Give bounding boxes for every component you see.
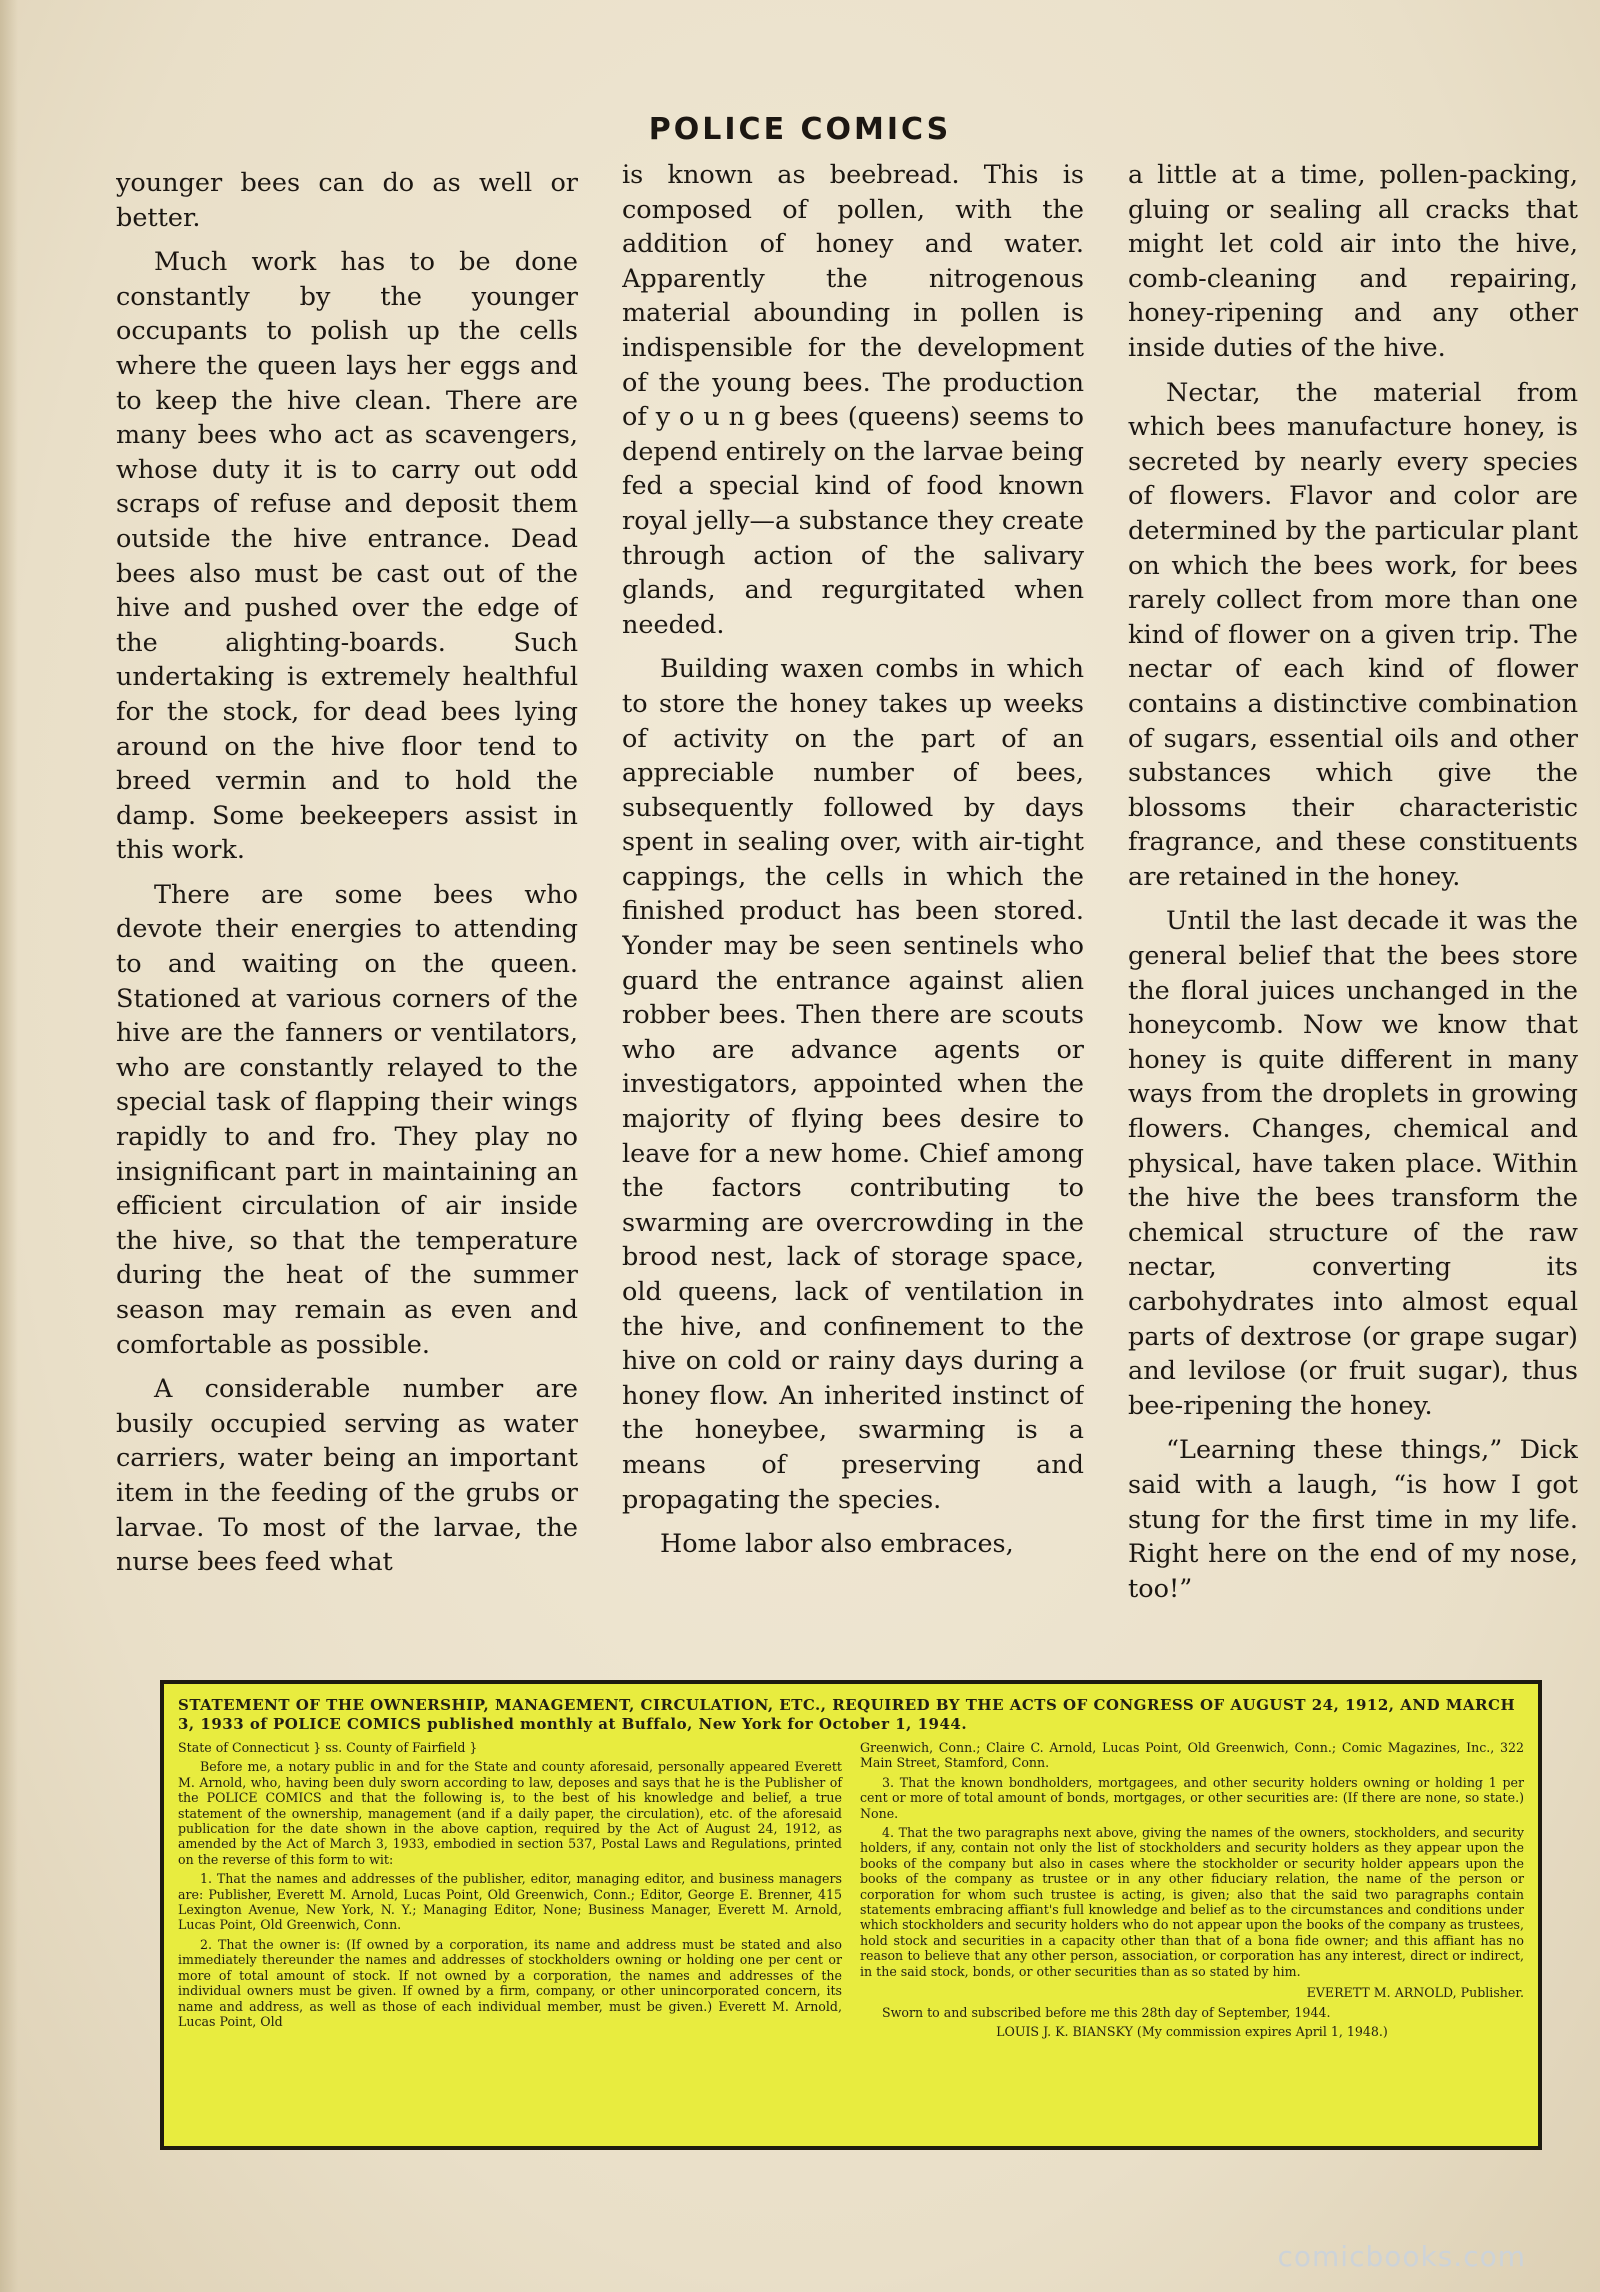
site-watermark: comicbooks.com — [1277, 2240, 1526, 2273]
paragraph: There are some bees who devote their energies to attending to and waiting on the queen. Stationed at various corners of the hive are the fanners or ventilators, who are constantly relayed to the special task of flapping their wings rapidly to and fro. They play no insignificant part in maintaining an efficient circulation of air inside the hive, so that the temperature during the heat of the summer season may remain as even and comfortable as possible. — [116, 879, 578, 1360]
statement-paragraph: Before me, a notary public in and for the State and county aforesaid, personally appeared Everett M. Arnold, who, having been duly sworn according to law, deposes and says that he is the Publisher of the POLICE COMICS and that the following is, to the best of his knowledge and belief, a true statement of the ownership, management (and if a daily paper, the circulation), etc. of the aforesaid publication for the date shown in the above caption, required by the Act of August 24, 1912, as amended by the Act of March 3, 1933, embodied in section 537, Postal Laws and Regulations, printed on the reverse of this form to wit: — [178, 1759, 842, 1867]
paragraph: a little at a time, pollen-packing, gluing or sealing all cracks that might let cold air into the hive, comb-cleaning and repairing, honey-ripening and any other inside duties of the hive. — [1128, 160, 1578, 363]
paragraph: younger bees can do as well or better. — [116, 168, 578, 233]
statement-paragraph: 2. That the owner is: (If owned by a corporation, its name and address must be stated and also immediately thereunder the names and addresses of stockholders owning or holding one per cent or more of total amount of stock. If not owned by a corporation, the names and addresses of the individual owners must be given. If owned by a firm, company, or other unincorporated concern, its name and address, as well as those of each individual member, must be given.) Everett M. Arnold, Lucas Point, Old — [178, 1936, 842, 2029]
statement-paragraph: 3. That the known bondholders, mortgagees, and other security holders owning or holding 1 per cent or more of total amount of bonds, mortgages, or other securities are: (If there are none, so state.) None. — [860, 1774, 1524, 1821]
statement-paragraph: Greenwich, Conn.; Claire C. Arnold, Lucas Point, Old Greenwich, Conn.; Comic Magazines, Inc., 322 Main Street, Stamford, Conn. — [860, 1740, 1524, 1771]
statement-left-column — [178, 1740, 842, 2039]
text-column-2 — [622, 158, 1084, 1628]
paragraph: “Learning these things,” Dick said with a laugh, “is how I got stung for the first time in my life. Right here on the end of my nose, too!” — [1128, 1435, 1578, 1604]
paragraph: is known as beebread. This is composed of pollen, with the addition of honey and water. Apparently the nitrogenous material abounding in pollen is indispensible for the development of the young bees. The production of y o u n g bees (queens) seems to depend entirely on the larvae being fed a special kind of food known royal jelly—a substance they create through action of the salivary glands, and regurgitated when needed. — [622, 160, 1084, 640]
paragraph: Much work has to be done constantly by the younger occupants to polish up the cells where the queen lays her eggs and to keep the hive clean. There are many bees who act as scavengers, whose duty it is to carry out odd scraps of refuse and deposit them outside the hive entrance. Dead bees also must be cast out of the hive and pushed over the edge of the alighting-boards. Such undertaking is extremely healthful for the stock, for dead bees lying around on the hive floor tend to breed vermin and to hold the damp. Some beekeepers assist in this work. — [116, 247, 578, 866]
ownership-statement-box — [160, 1680, 1542, 2150]
page-spine-shadow — [0, 0, 18, 2292]
paragraph: Nectar, the material from which bees manufacture honey, is secreted by nearly every species of flowers. Flavor and color are determined by the particular plant on which the bees work, for bees rarely collect from more than one kind of flower on a given trip. The nectar of each kind of flower contains a distinctive combination of sugars, essential oils and other substances which give the blossoms their characteristic fragrance, and these constituents are retained in the honey. — [1128, 377, 1578, 892]
statement-paragraph: State of Connecticut } ss. County of Fairfield } — [178, 1740, 478, 1755]
paragraph: Until the last decade it was the general belief that the bees store the floral juices unchanged in the honeycomb. Now we know that honey is quite different in many ways from the droplets in growing flowers. Changes, chemical and physical, have taken place. Within the hive the bees transform the chemical structure of the raw nectar, converting its carbohydrates into almost equal parts of dextrose (or grape sugar) and levilose (or fruit sugar), thus bee-ripening the honey. — [1128, 906, 1578, 1421]
text-column-1 — [116, 166, 578, 1636]
statement-notary: LOUIS J. K. BIANSKY (My commission expires April 1, 1948.) — [996, 2023, 1388, 2039]
statement-title: STATEMENT OF THE OWNERSHIP, MANAGEMENT, CIRCULATION, ETC., REQUIRED BY THE ACTS OF CONGRESS OF AUGUST 24, 1912, AND MARCH 3, 1933 of POLICE COMICS published monthly at Buffalo, New York for October 1, 1944. — [178, 1696, 1516, 1733]
statement-paragraph: 4. That the two paragraphs next above, giving the names of the owners, stockholders, and security holders, if any, contain not only the list of stockholders and security holders as they appear upon the books of the company but also in cases where the stockholder or security holder appears upon the books of the company as trustee or in any other fiduciary relation, the name of the person or corporation for whom such trustee is acting, is given; also that the said two paragraphs contain statements embracing affiant's full knowledge and belief as to the circumstances and conditions under which stockholders and security holders who do not appear upon the books of the company as trustees, hold stock and securities in a capacity other than that of a bona fide owner; and this affiant has no reason to believe that any other person, association, or corporation has any interest, direct or indirect, in the said stock, bonds, or other securities than as so stated by him. — [860, 1825, 1524, 1979]
statement-right-column — [860, 1740, 1524, 2039]
statement-body — [178, 1740, 1524, 2039]
statement-sworn: Sworn to and subscribed before me this 28th day of September, 1944. — [882, 2004, 1331, 2020]
paragraph: Home labor also embraces, — [660, 1529, 1014, 1560]
paragraph: Building waxen combs in which to store the honey takes up weeks of activity on the part of an appreciable number of bees, subsequently followed by days spent in sealing over, with air-tight cappings, the cells in which the finished product has been stored. Yonder may be seen sentinels who guard the entrance against alien robber bees. Then there are scouts who are advance agents or investigators, appointed when the majority of flying bees desire to leave for a new home. Chief among the factors contributing to swarming are overcrowding in the brood nest, lack of storage space, old queens, lack of ventilation in the hive, and confinement to the hive on cold or rainy days during a honey flow. An inherited instinct of the honeybee, swarming is a means of preserving and propagating the species. — [622, 654, 1084, 1515]
paragraph: A considerable number are busily occupied serving as water carriers, water being an important item in the feeding of the grubs or larvae. To most of the larvae, the nurse bees feed what — [116, 1374, 578, 1578]
page-header: POLICE COMICS — [648, 112, 952, 147]
statement-paragraph: 1. That the names and addresses of the publisher, editor, managing editor, and business managers are: Publisher, Everett M. Arnold, Lucas Point, Old Greenwich, Conn.; Editor, George E. Brenner, 415 Lexington Avenue, New York, N. Y.; Managing Editor, None; Business Manager, Everett M. Arnold, Lucas Point, Old Greenwich, Conn. — [178, 1871, 842, 1933]
text-column-3 — [1128, 158, 1578, 1628]
statement-signature: EVERETT M. ARNOLD, Publisher. — [1306, 1985, 1524, 2001]
